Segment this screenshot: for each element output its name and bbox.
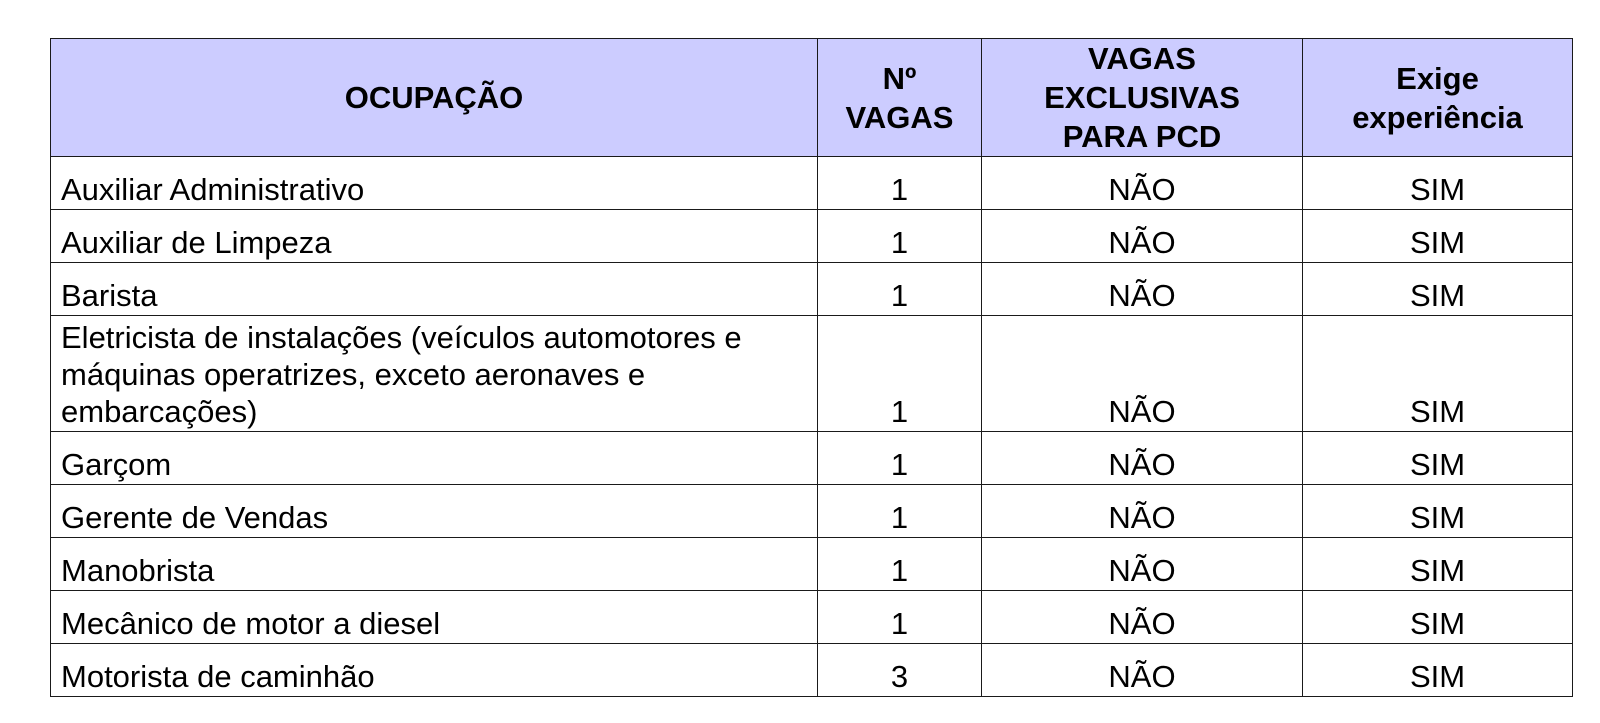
- occupation-cell: Barista: [51, 263, 818, 316]
- table-row: [51, 538, 1573, 591]
- pcd-exclusive-cell: NÃO: [982, 538, 1303, 591]
- requires-experience-cell: SIM: [1303, 644, 1573, 697]
- table-row: [51, 263, 1573, 316]
- pcd-exclusive-cell: NÃO: [982, 210, 1303, 263]
- requires-experience-cell: SIM: [1303, 432, 1573, 485]
- occupation-cell: Motorista de caminhão: [51, 644, 818, 697]
- pcd-exclusive-cell: NÃO: [982, 432, 1303, 485]
- table-row: [51, 432, 1573, 485]
- requires-experience-cell: SIM: [1303, 263, 1573, 316]
- table-row: [51, 485, 1573, 538]
- table-row: [51, 591, 1573, 644]
- vacancies-cell: 1: [818, 538, 982, 591]
- header-pcd-line1: VAGAS: [1088, 41, 1196, 76]
- header-pcd-exclusive: [982, 39, 1303, 157]
- requires-experience-cell: SIM: [1303, 591, 1573, 644]
- header-vacancies: [818, 39, 982, 157]
- header-vacancies-line1: Nº: [882, 60, 917, 96]
- header-experience-line1: Exige: [1396, 60, 1479, 96]
- vacancies-cell: 1: [818, 591, 982, 644]
- requires-experience-cell: SIM: [1303, 316, 1573, 432]
- requires-experience-cell: SIM: [1303, 485, 1573, 538]
- table-row: [51, 316, 1573, 432]
- occupation-cell: Mecânico de motor a diesel: [51, 591, 818, 644]
- header-pcd-line2: EXCLUSIVAS: [1044, 80, 1240, 115]
- vacancies-cell: 1: [818, 432, 982, 485]
- occupation-cell: Eletricista de instalações (veículos automotores e máquinas operatrizes, exceto aeronaves e embarcações): [51, 316, 818, 432]
- header-occupation-label: OCUPAÇÃO: [344, 80, 524, 115]
- requires-experience-cell: SIM: [1303, 538, 1573, 591]
- header-experience-line2: experiência: [1352, 99, 1523, 135]
- pcd-exclusive-cell: NÃO: [982, 263, 1303, 316]
- vacancies-cell: 1: [818, 157, 982, 210]
- header-vacancies-line2: VAGAS: [845, 99, 954, 135]
- header-requires-experience: [1303, 39, 1573, 157]
- pcd-exclusive-cell: NÃO: [982, 316, 1303, 432]
- occupation-cell: Manobrista: [51, 538, 818, 591]
- pcd-exclusive-cell: NÃO: [982, 157, 1303, 210]
- job-vacancies-table: [50, 38, 1573, 697]
- requires-experience-cell: SIM: [1303, 157, 1573, 210]
- header-pcd-line3: PARA PCD: [1062, 119, 1222, 154]
- pcd-exclusive-cell: NÃO: [982, 644, 1303, 697]
- table-row: [51, 157, 1573, 210]
- vacancies-cell: 3: [818, 644, 982, 697]
- pcd-exclusive-cell: NÃO: [982, 485, 1303, 538]
- occupation-cell: Auxiliar de Limpeza: [51, 210, 818, 263]
- occupation-cell: Gerente de Vendas: [51, 485, 818, 538]
- vacancies-cell: 1: [818, 485, 982, 538]
- table-row: [51, 644, 1573, 697]
- pcd-exclusive-cell: NÃO: [982, 591, 1303, 644]
- table-row: [51, 210, 1573, 263]
- header-occupation: [51, 39, 818, 157]
- occupation-cell: Auxiliar Administrativo: [51, 157, 818, 210]
- vacancies-cell: 1: [818, 263, 982, 316]
- requires-experience-cell: SIM: [1303, 210, 1573, 263]
- table-header-row: [51, 39, 1573, 157]
- occupation-cell: Garçom: [51, 432, 818, 485]
- vacancies-cell: 1: [818, 210, 982, 263]
- vacancies-cell: 1: [818, 316, 982, 432]
